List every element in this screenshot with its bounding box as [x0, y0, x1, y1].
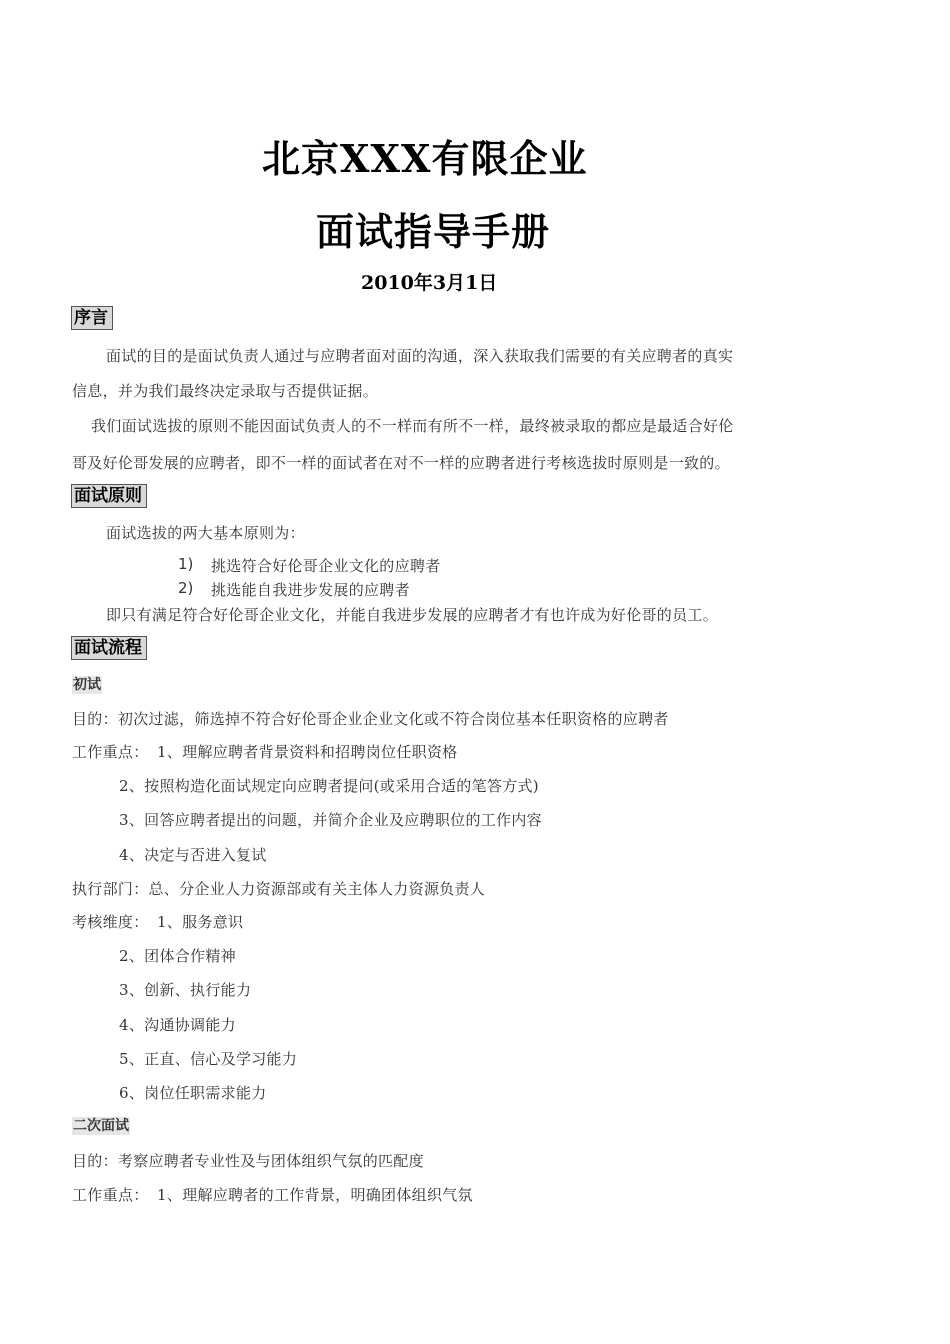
preface-paragraph-2-line-1: 我们面试选拔的原则不能因面试负责人的不一样而有所不一样，最终被录取的都应是最适合好伦: [91, 417, 734, 435]
second-interview-focus-1: 1、理解应聘者的工作背景，明确团体组织气氛: [157, 1186, 473, 1204]
section-heading-preface: 序言: [71, 306, 113, 330]
principle-item-2-number: 2): [178, 579, 194, 597]
section-heading-process: 面试流程: [71, 636, 147, 660]
document-subtitle: 面试指导手册: [316, 209, 551, 254]
principle-item-2-text: 挑选能自我进步发展的应聘者: [211, 581, 410, 599]
preface-paragraph-1-line-1: 面试的目的是面试负责人通过与应聘者面对面的沟通，深入获取我们需要的有关应聘者的真实: [106, 347, 734, 365]
preface-paragraph-2-line-2: 哥及好伦哥发展的应聘者，即不一样的面试者在对不一样的应聘者进行考核选拔时原则是一致的。: [72, 454, 730, 472]
first-interview-focus-1: 1、理解应聘者背景资料和招聘岗位任职资格: [157, 743, 458, 761]
document-date: 2010年3月1日: [361, 272, 498, 294]
principles-intro: 面试选拔的两大基本原则为：: [106, 524, 305, 542]
first-interview-dimension-6: 6、岗位任职需求能力: [119, 1084, 267, 1102]
first-interview-dimension-5: 5、正直、信心及学习能力: [119, 1050, 298, 1068]
first-interview-department: 执行部门：总、分企业人力资源部或有关主体人力资源负责人: [72, 880, 486, 898]
first-interview-dimension-4: 4、沟通协调能力: [119, 1016, 236, 1034]
first-interview-dimensions-label: 考核维度：: [72, 913, 149, 931]
document-title: 北京XXX有限企业: [262, 136, 588, 181]
first-interview-dimension-2: 2、团体合作精神: [119, 947, 236, 965]
first-interview-focus-2: 2、按照构造化面试规定向应聘者提问(或采用合适的笔答方式): [119, 777, 539, 795]
second-interview-focus-label: 工作重点：: [72, 1186, 149, 1204]
first-interview-dimension-3: 3、创新、执行能力: [119, 981, 252, 999]
principle-item-1-number: 1): [178, 555, 194, 573]
principles-conclusion: 即只有满足符合好伦哥企业文化，并能自我进步发展的应聘者才有也许成为好伦哥的员工。: [106, 606, 719, 624]
section-heading-principles: 面试原则: [71, 484, 147, 508]
second-interview-purpose: 目的：考察应聘者专业性及与团体组织气氛的匹配度: [72, 1152, 424, 1170]
subheading-first-interview: 初试: [73, 677, 101, 693]
first-interview-dimension-1: 1、服务意识: [157, 913, 244, 931]
first-interview-focus-3: 3、回答应聘者提出的问题，并简介企业及应聘职位的工作内容: [119, 811, 542, 829]
subheading-second-interview: 二次面试: [73, 1118, 129, 1134]
preface-paragraph-1-line-2: 信息，并为我们最终决定录取与否提供证据。: [72, 382, 379, 400]
first-interview-purpose: 目的：初次过滤，筛选掉不符合好伦哥企业企业文化或不符合岗位基本任职资格的应聘者: [72, 710, 669, 728]
first-interview-focus-4: 4、决定与否进入复试: [119, 846, 267, 864]
principle-item-1-text: 挑选符合好伦哥企业文化的应聘者: [211, 557, 441, 575]
first-interview-focus-label: 工作重点：: [72, 743, 149, 761]
